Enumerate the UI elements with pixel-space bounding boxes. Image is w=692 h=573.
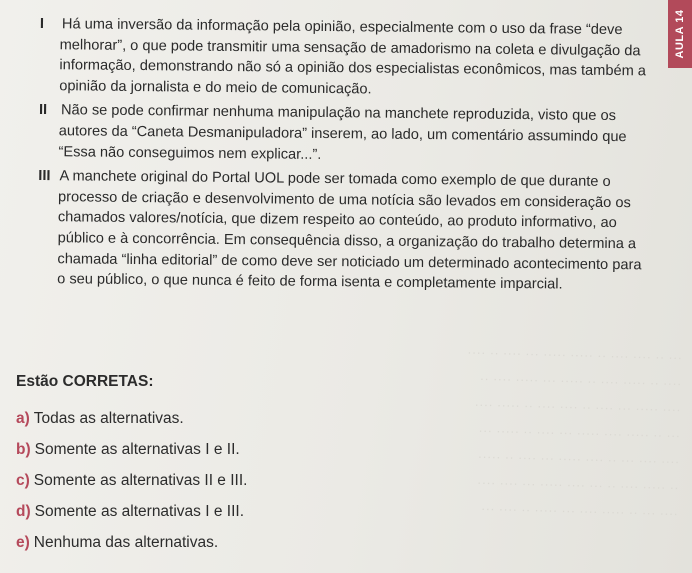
option-text: Somente as alternativas II e III. bbox=[33, 472, 248, 489]
lesson-tab bbox=[668, 0, 692, 68]
statement-number: II bbox=[38, 102, 48, 119]
answer-option-d[interactable] bbox=[16, 496, 247, 527]
question-title: Estão CORRETAS: bbox=[16, 373, 154, 390]
statement-number: III bbox=[38, 168, 51, 185]
statement-text: A manchete original do Portal UOL pode ser tomada como exemplo de que durante o processo de criação e desenvolvimento de uma notícia são levados em consideração os chamados valores/notícia, que dizem respeito ao conteúdo, ao produto informativo, ao público e à concorrência. Em consequência disso, a organização do trabalho determina a chamada “linha editorial” de como deve ser noticiado um determinado acontecimento para o seu público, o que nunca é feito de forma isenta e completamente imparcial. bbox=[57, 168, 642, 293]
answer-option-a[interactable] bbox=[16, 403, 247, 434]
option-letter: b) bbox=[16, 441, 31, 458]
lesson-tab-label: AULA 14 bbox=[674, 9, 686, 59]
statement-text: Não se pode confirmar nenhuma manipulação na manchete reproduzida, visto que os autores da “Caneta Desmanipuladora” inserem, ao lado, um comentário assumindo que “Essa não conseguimos nem explicar...”. bbox=[58, 102, 627, 163]
statement-item bbox=[37, 166, 648, 296]
option-letter: e) bbox=[16, 534, 30, 551]
answer-options bbox=[16, 403, 247, 558]
statement-text: Há uma inversão da informação pela opinião, especialmente com o uso da frase “deve melhorar”, o que pode transmitir uma sensação de amadorismo na coleta e divulgação da informação, demonstrando não só a opinião dos especialistas econômicos, mas também a opinião da jornalista e do meio de comunicação. bbox=[59, 16, 647, 98]
option-text: Somente as alternativas I e II. bbox=[34, 441, 240, 458]
option-text: Nenhuma das alternativas. bbox=[33, 534, 219, 551]
show-through-text: ··· ·· ···· ···· ·· ····· ····· ··· ···· ·· ···· ···· ·· ····· ···· ·· ····· ··· ····· ···· ·· ···· ····· ··· ···· ·· ···· ···· ·· ····· ···· ··· ·· ····· ···· ····· ··· ···· ·· ····· ··· ···· ···· ··· ·· ···· ····· ··· ···· ·· ····· ·· ····· ···· ·· ··· ···· ····· ··· ···· ···· ···· ··· ·· ····· ···· ··· ····· ·· ···· ··· bbox=[466, 344, 683, 521]
option-text: Somente as alternativas I e III. bbox=[34, 503, 244, 520]
option-text: Todas as alternativas. bbox=[33, 410, 184, 427]
statement-item bbox=[38, 100, 649, 168]
answer-option-c[interactable] bbox=[16, 465, 247, 496]
option-letter: a) bbox=[16, 410, 30, 427]
statements-list bbox=[37, 14, 650, 300]
statement-item bbox=[39, 14, 650, 103]
statement-number: I bbox=[39, 15, 45, 33]
answer-option-e[interactable] bbox=[16, 527, 247, 558]
option-letter: d) bbox=[16, 503, 31, 520]
answer-option-b[interactable] bbox=[16, 434, 247, 465]
option-letter: c) bbox=[16, 472, 30, 489]
